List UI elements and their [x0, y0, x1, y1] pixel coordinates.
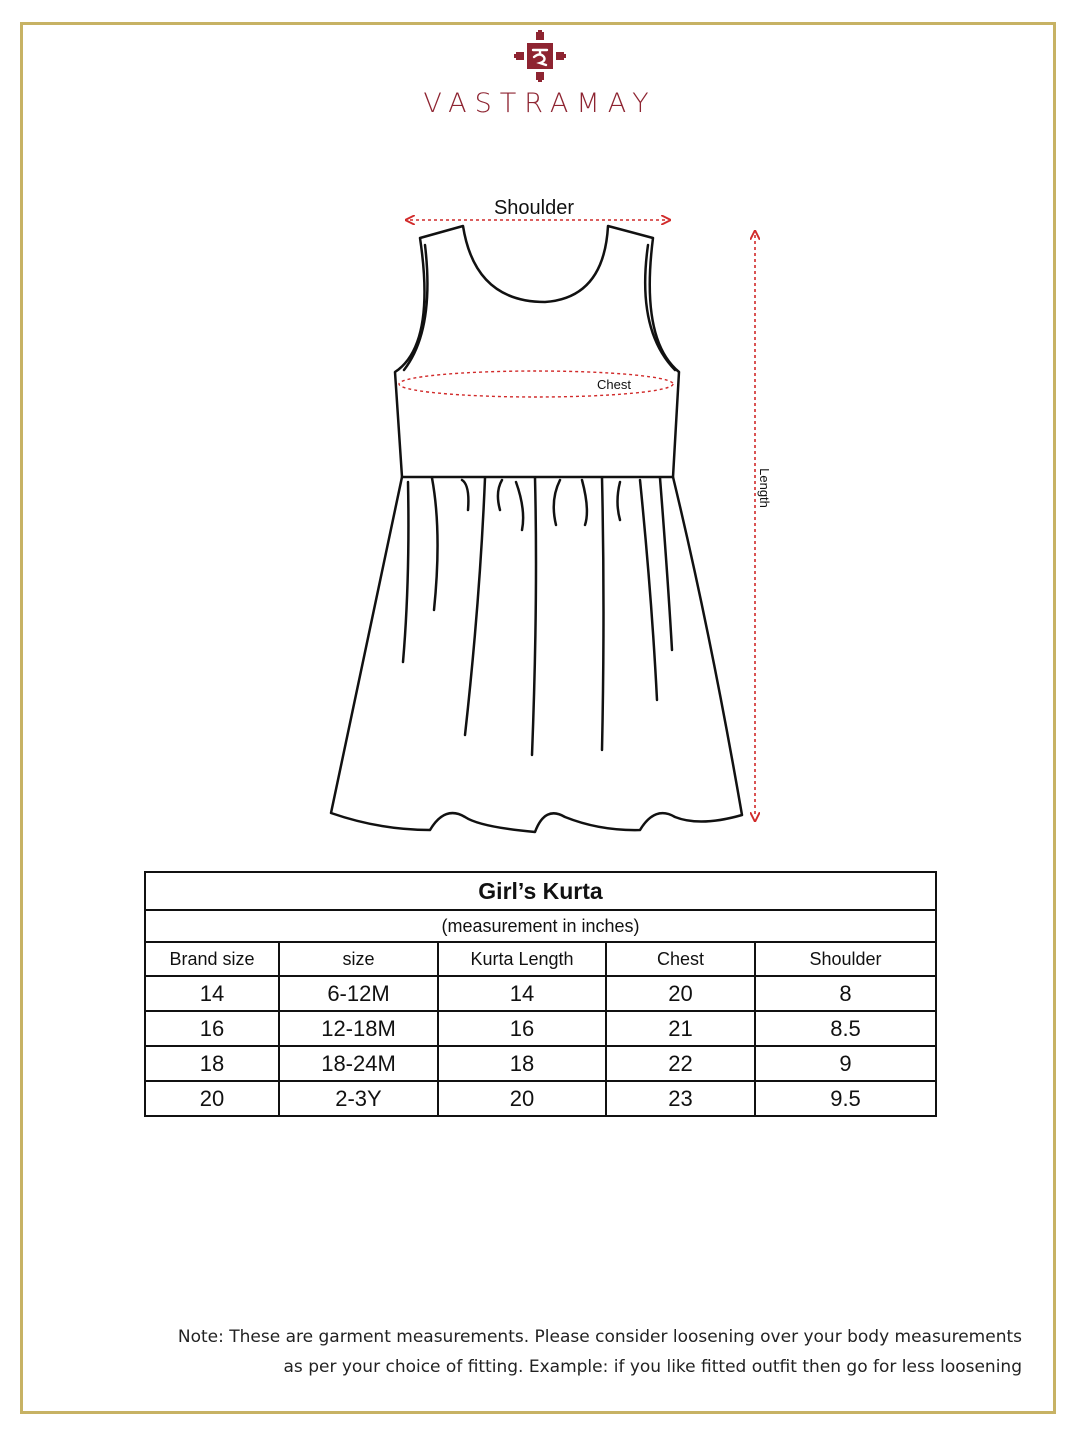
note-line-1: Note: These are garment measurements. Please consider loosening over your body measurements	[177, 1327, 1022, 1347]
kurta-diagram	[0, 180, 1080, 860]
table-row	[145, 976, 936, 1011]
table-row	[145, 1011, 936, 1046]
cell-chest: 20	[606, 976, 755, 1011]
chest-label: Chest	[597, 377, 631, 392]
cell-brand-size: 14	[145, 976, 279, 1011]
cell-shoulder: 9.5	[755, 1081, 936, 1116]
header-size: size	[279, 942, 438, 976]
cell-kurta-length: 14	[438, 976, 606, 1011]
chest-measure-ellipse	[399, 371, 673, 397]
cell-kurta-length: 16	[438, 1011, 606, 1046]
table-row	[145, 1046, 936, 1081]
header-kurta-length: Kurta Length	[438, 942, 606, 976]
table-header-row	[145, 942, 936, 976]
cell-chest: 21	[606, 1011, 755, 1046]
brand-name: VASTRAMAY	[423, 88, 657, 119]
cell-size: 6-12M	[279, 976, 438, 1011]
fitting-note	[54, 1322, 1022, 1382]
cell-size: 2-3Y	[279, 1081, 438, 1116]
cell-kurta-length: 18	[438, 1046, 606, 1081]
table-title: Girl’s Kurta	[145, 872, 936, 910]
cell-chest: 22	[606, 1046, 755, 1081]
cell-shoulder: 8	[755, 976, 936, 1011]
brand-logo	[0, 30, 1080, 119]
table-row	[145, 1081, 936, 1116]
cell-shoulder: 9	[755, 1046, 936, 1081]
cell-shoulder: 8.5	[755, 1011, 936, 1046]
cell-size: 18-24M	[279, 1046, 438, 1081]
header-brand-size: Brand size	[145, 942, 279, 976]
header-shoulder: Shoulder	[755, 942, 936, 976]
brand-emblem-icon	[514, 30, 566, 82]
dress-outline	[331, 226, 742, 832]
shoulder-label: Shoulder	[493, 197, 575, 219]
cell-chest: 23	[606, 1081, 755, 1116]
cell-kurta-length: 20	[438, 1081, 606, 1116]
length-label: Length	[757, 468, 772, 508]
table-subtitle: (measurement in inches)	[145, 910, 936, 942]
cell-size: 12-18M	[279, 1011, 438, 1046]
note-line-2: as per your choice of fitting. Example: if you like fitted outfit then go for less loosening	[283, 1357, 1022, 1377]
header-chest: Chest	[606, 942, 755, 976]
cell-brand-size: 18	[145, 1046, 279, 1081]
size-chart-table	[144, 871, 937, 1117]
cell-brand-size: 16	[145, 1011, 279, 1046]
cell-brand-size: 20	[145, 1081, 279, 1116]
